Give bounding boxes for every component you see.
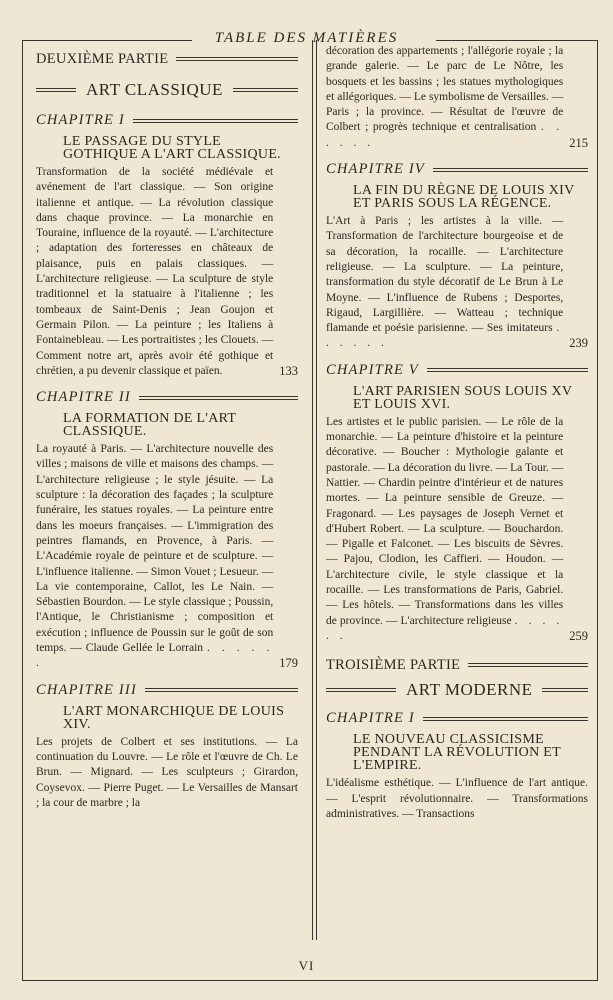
chapter-label-text: CHAPITRE V (326, 361, 419, 378)
chapter-label (326, 710, 588, 727)
chapter-rule (145, 688, 298, 692)
leader-dots: . . . . . . (36, 642, 274, 670)
chapter-label (326, 161, 588, 178)
chapter-summary (326, 214, 563, 352)
chapter-summary-text: décoration des appartements ; l'allégorie royale ; la grande galerie. — Le parc de Le Nôtre, les bosquets et les bassins ; les statues mythologiques et allégoriques. — Le symbolisme de Versailles. — Paris ; la province. — Résultat de l'œuvre de Colbert ; progrès technique et centralisation (326, 45, 564, 134)
left-column (36, 50, 298, 811)
chapter-title: LE PASSAGE DU STYLE GOTHIQUE A L'ART CLASSIQUE. (63, 134, 281, 162)
chapter-rule (423, 717, 588, 721)
chapter-title: LA FORMATION DE L'ART CLASSIQUE. (63, 411, 237, 440)
frame-bottom-border (22, 980, 598, 981)
leader-dots: . . . . . . (326, 614, 564, 642)
chapter-entry[interactable] (326, 214, 588, 352)
chapter-summary-text: La royauté à Paris. — L'architecture nouvelle des villes ; maisons de ville et maisons des champs. — L'architecture religieuse ; le style jésuite. — La sculpture : la décoration des façades ; la sculpture funéraire, les statues royales. — La peinture entre dans les moeurs françaises. — L'immigration des peintres flamands, en Provence, à Paris. — L'Académie royale de peinture et de sculpture. — L'influence italienne. — Simon Vouet ; Lesueur. — La vie contemporaine, Callot, les Le Nain. — Sébastien Bourdon. — Le style classique ; Poussin, l'Antique, le Christianisme ; composition et exécution ; influence de Poussin sur le goût de son temps. — Claude Gellée le Lorrain (36, 443, 274, 655)
chapter-entry-continued[interactable] (326, 44, 588, 151)
chapter-summary: Transformation de la société médiévale et avénement de l'art classique. — Son origine italienne et antique. — La révolution classique dans chaque province. — La monarchie en Touraine, influence de la royauté. — L'architecture ; adaptation des forteresses en châteaux de plaisance, puis en palais classiques. — L'architecture religieuse. — La sculpture de style traditionnel et la statuaire à l'italienne ; les tombeaux de Saint-Denis ; Jean Goujon et Germain Pilon. — La peinture ; les Italiens à Fontainebleau. — Les portraitistes ; les Clouets. — Comment notre art, après avoir été gothique et chrétien, a pu devenir classique et païen. (36, 166, 274, 377)
section-rule-right (542, 688, 588, 692)
page-number: 215 (569, 135, 588, 150)
chapter-entry[interactable] (326, 415, 588, 644)
page-number: 179 (279, 656, 298, 671)
frame-right-border (597, 40, 598, 980)
chapter-label (36, 112, 298, 129)
section-title: ART MODERNE (406, 680, 533, 700)
chapter-summary: L'idéalisme esthétique. — L'influence de l'art antique. — L'esprit révolutionnaire. — Transformations administratives. — Transactions (326, 777, 588, 820)
chapter-label-text: CHAPITRE I (36, 112, 125, 128)
page-number: 133 (279, 363, 298, 378)
chapter-summary-text: L'Art à Paris ; les artistes à la ville. — Transformation de l'architecture bourgeoise et de sa décoration, la rocaille. — L'architecture religieuse. — La sculpture. — La peinture, transformation du style décoratif de Le Brun à Le Moyne. — L'influence de Rubens ; Desportes, Rigaud, Largillière. — Watteau ; technique flamande et poésie parisienne. — Ses imitateurs (326, 215, 564, 335)
section-title: ART CLASSIQUE (86, 80, 223, 99)
chapter-label (326, 362, 588, 379)
chapter-label-text: CHAPITRE II (36, 389, 131, 406)
part-rule (468, 663, 588, 667)
part-title: TROISIÈME PARTIE (326, 657, 461, 674)
chapter-title: LE NOUVEAU CLASSICISME PENDANT LA RÉVOLUTION ET L'EMPIRE. (353, 732, 561, 774)
leader-dots: . . . . . . (326, 322, 564, 350)
chapter-rule (133, 119, 298, 123)
page-number: 259 (569, 628, 588, 643)
section-rule-left (36, 88, 76, 92)
chapter-label (36, 389, 298, 406)
chapter-title: LA FIN DU RÈGNE DE LOUIS XIV ET PARIS SOUS LA RÉGENCE. (353, 183, 575, 212)
chapter-summary (36, 442, 273, 671)
part-heading (326, 656, 588, 674)
column-divider-inner (316, 40, 317, 940)
header-rule-right (436, 40, 598, 41)
page-title: TABLE DES MATIÈRES (214, 30, 399, 46)
chapter-title: L'ART PARISIEN SOUS LOUIS XV ET LOUIS XVI. (353, 383, 573, 412)
page-number: 239 (569, 336, 588, 351)
chapter-rule (427, 368, 588, 372)
section-heading (36, 80, 298, 100)
part-heading (36, 50, 298, 68)
chapter-label (36, 682, 298, 699)
section-rule-right (233, 88, 298, 92)
chapter-summary (326, 44, 563, 151)
chapter-rule (139, 396, 298, 400)
chapter-entry[interactable] (36, 165, 298, 379)
page-folio: VI (298, 958, 315, 973)
chapter-label-text: CHAPITRE III (36, 681, 137, 698)
part-rule (176, 57, 298, 61)
section-heading (326, 680, 588, 700)
chapter-label-text: CHAPITRE I (326, 710, 415, 727)
leader-dots: . . . . . . (326, 121, 564, 149)
chapter-summary: Les projets de Colbert et ses institutions. — La continuation du Louvre. — Le rôle et l'œuvre de Ch. Le Brun. — Mignard. — Les sculpteurs ; Girardon, Coysevox. — Pierre Puget. — Le Versailles de Mansart ; la cour de marbre ; la (36, 735, 298, 809)
chapter-summary (326, 415, 563, 644)
right-column (326, 44, 588, 822)
chapter-rule (433, 168, 588, 172)
frame-left-border (22, 40, 23, 980)
section-rule-left (326, 688, 396, 692)
part-title: DEUXIÈME PARTIE (36, 51, 169, 67)
chapter-summary-text: Les artistes et le public parisien. — Le rôle de la monarchie. — La peinture d'histoire et la peinture décorative. — Boucher : Mythologie galante et pastorale. — La décoration du livre. — La Tour. — Nattier. — Chardin peintre d'intérieur et de natures mortes. — La peinture sensible de Greuze. — Fragonard. — Les paysages de Joseph Vernet et d'Hubert Robert. — La sculpture. — Bouchardon. — Pigalle et Falconet. — Les biscuits de Sèvres. — Pajou, Clodion, les Caffieri. — Houdon. — L'architecture civile, le style classique et la rocaille. — Les transformations de Paris, Gabriel. — Les hôtels. — Transformations dans les villes de province. — L'architecture religieuse (326, 415, 564, 627)
chapter-label-text: CHAPITRE IV (326, 161, 425, 178)
column-divider (312, 40, 313, 940)
chapter-entry[interactable] (36, 442, 298, 671)
chapter-title: L'ART MONARCHIQUE DE LOUIS XIV. (63, 703, 285, 732)
